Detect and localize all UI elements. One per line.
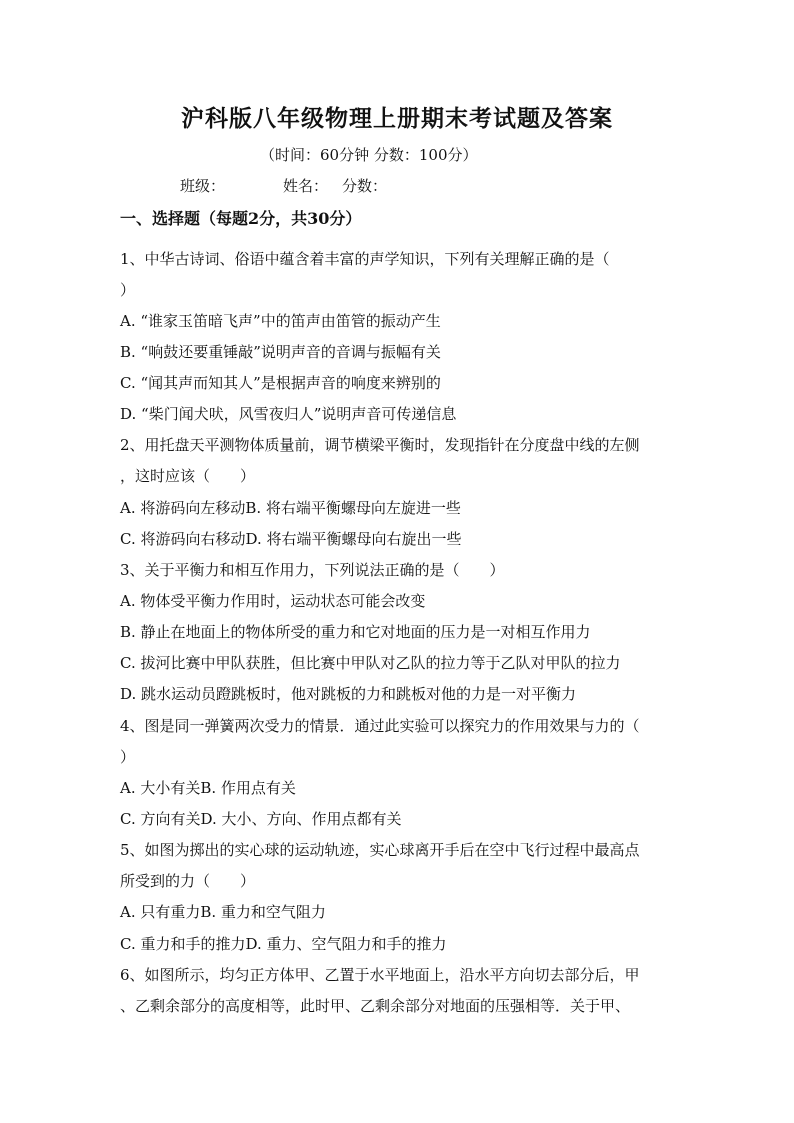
text-line: 4、图是同一弹簧两次受力的情景．通过此实验可以探究力的作用效果与力的（ (120, 717, 640, 735)
text-line: B. 静止在地面上的物体所受的重力和它对地面的压力是一对相互作用力 (120, 623, 591, 641)
score-label: 分数： (342, 177, 388, 195)
text-line: 3、关于平衡力和相互作用力，下列说法正确的是（ ） (120, 561, 505, 579)
text-line: 1、中华古诗词、俗语中蕴含着丰富的声学知识，下列有关理解正确的是（ (120, 250, 610, 268)
text-line: C. 将游码向右移动D. 将右端平衡螺母向右旋出一些 (120, 530, 462, 548)
text-line: A. 将游码向左移动B. 将右端平衡螺母向左旋进一些 (120, 499, 461, 517)
text-line: ） (120, 748, 136, 766)
text-line: ，这时应该（ ） (120, 467, 256, 485)
text-line: 5、如图为掷出的实心球的运动轨迹，实心球离开手后在空中飞行过程中最高点 (120, 841, 640, 859)
text-line: C. 拔河比赛中甲队获胜，但比赛中甲队对乙队的拉力等于乙队对甲队的拉力 (120, 654, 621, 672)
exam-time-score: （时间：60分钟 分数：100分） (260, 146, 478, 164)
text-line: 、乙剩余部分的高度相等，此时甲、乙剩余部分对地面的压强相等．关于甲、 (120, 997, 631, 1015)
student-info-row (180, 176, 387, 196)
text-line: B. “响鼓还要重锤敲”说明声音的音调与振幅有关 (120, 343, 441, 361)
document-title: 沪科版八年级物理上册期末考试题及答案 (181, 105, 613, 132)
text-line: ） (120, 281, 136, 299)
section-heading: 一、选择题（每题2分，共30分） (120, 209, 362, 228)
text-line: C. “闻其声而知其人”是根据声音的响度来辨别的 (120, 374, 441, 392)
text-line: D. “柴门闻犬吠，风雪夜归人”说明声音可传递信息 (120, 405, 457, 423)
text-line: A. “谁家玉笛暗飞声”中的笛声由笛管的振动产生 (120, 312, 441, 330)
text-line: A. 物体受平衡力作用时，运动状态可能会改变 (120, 592, 426, 610)
name-label: 姓名： (283, 177, 329, 195)
text-line: 2、用托盘天平测物体质量前，调节横梁平衡时，发现指针在分度盘中线的左侧 (120, 436, 640, 454)
text-line: A. 只有重力B. 重力和空气阻力 (120, 903, 326, 921)
text-line: D. 跳水运动员蹬跳板时，他对跳板的力和跳板对他的力是一对平衡力 (120, 685, 577, 703)
class-label: 班级： (180, 177, 226, 195)
text-line: C. 重力和手的推力D. 重力、空气阻力和手的推力 (120, 935, 447, 953)
text-line: C. 方向有关D. 大小、方向、作用点都有关 (120, 810, 402, 828)
text-line: 所受到的力（ ） (120, 872, 256, 890)
text-line: 6、如图所示，均匀正方体甲、乙置于水平地面上，沿水平方向切去部分后，甲 (120, 966, 640, 984)
text-line: A. 大小有关B. 作用点有关 (120, 779, 296, 797)
